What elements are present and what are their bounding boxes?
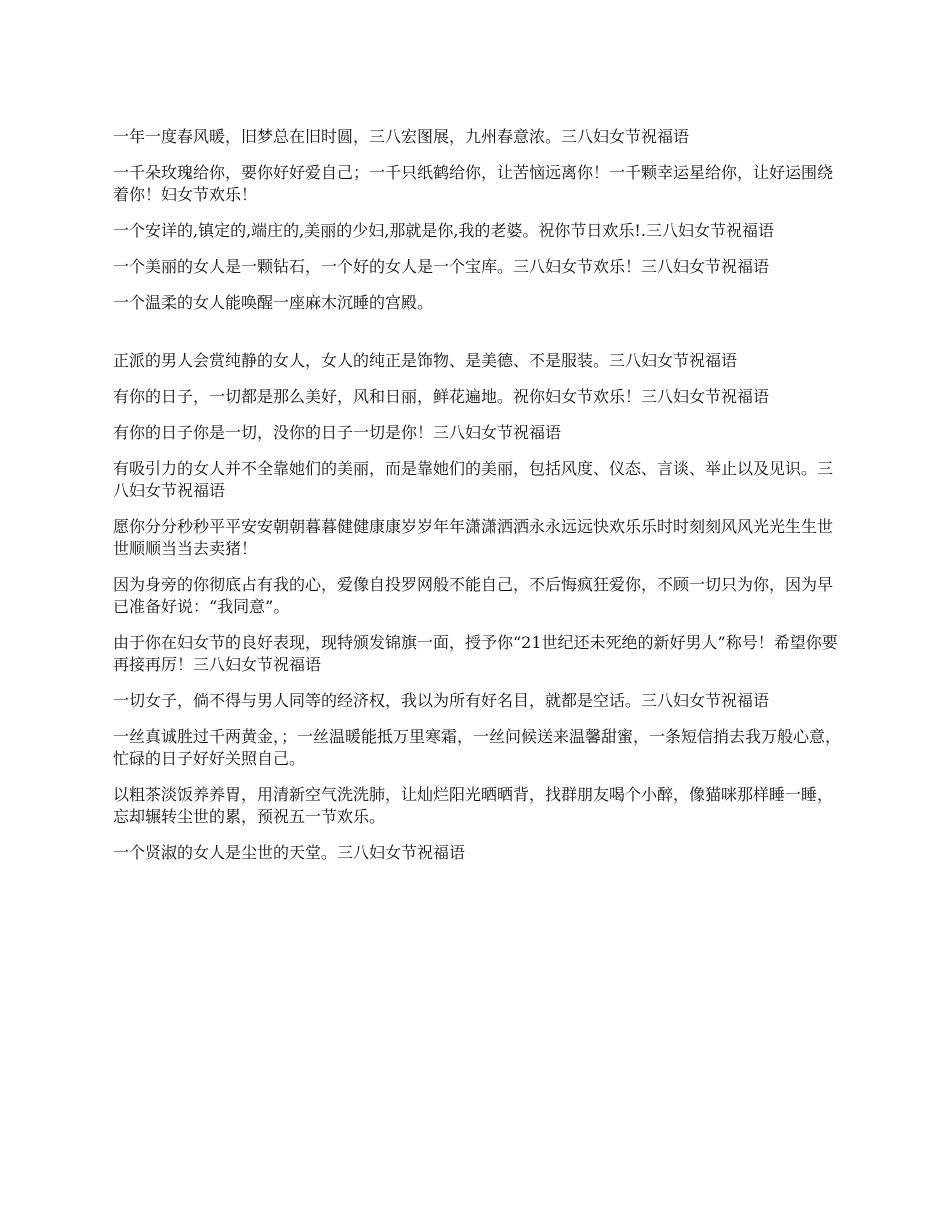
paragraph-3: 一个安详的,镇定的,端庄的,美丽的少妇,那就是你,我的老婆。祝你节日欢乐!.三八妇女节祝福语 xyxy=(113,221,774,240)
paragraph-14: 一丝真诚胜过千两黄金，；一丝温暖能抵万里寒霜，一丝问候送来温馨甜蜜，一条短信捎去我万般心意，忙碌的日子好好关照自己。 xyxy=(113,727,842,768)
paragraph-15: 以粗茶淡饭养养胃，用清新空气洗洗肺，让灿烂阳光晒晒背，找群朋友喝个小醉，像猫咪那样睡一睡，忘却辗转尘世的累，预祝五一节欢乐。 xyxy=(113,785,834,826)
paragraph-1: 一年一度春风暖，旧梦总在旧时圆，三八宏图展，九州春意浓。三八妇女节祝福语 xyxy=(113,127,690,146)
paragraph-12: 由于你在妇女节的良好表现，现特颁发锦旗一面，授予你“21世纪还未死绝的新好男人”称号！希望你要再接再厉！三八妇女节祝福语 xyxy=(113,633,838,674)
paragraph-8: 有你的日子你是一切，没你的日子一切是你！三八妇女节祝福语 xyxy=(113,423,562,442)
paragraph-11: 因为身旁的你彻底占有我的心，爱像自投罗网般不能自己，不后悔疯狂爱你，不顾一切只为你，因为早已准备好说：“我同意”。 xyxy=(113,575,834,616)
document-body xyxy=(113,126,841,878)
paragraph-16: 一个贤淑的女人是尘世的天堂。三八妇女节祝福语 xyxy=(113,843,466,862)
paragraph-10: 愿你分分秒秒平平安安朝朝暮暮健健康康岁岁年年潇潇洒洒永永远远快欢乐乐时时刻刻风风光光生生世世顺顺当当去卖猪！ xyxy=(113,517,834,558)
paragraph-13: 一切女子，倘不得与男人同等的经济权，我以为所有好名目，就都是空话。三八妇女节祝福语 xyxy=(113,691,770,710)
paragraph-7: 有你的日子，一切都是那么美好，风和日丽，鲜花遍地。祝你妇女节欢乐！三八妇女节祝福语 xyxy=(113,387,770,406)
paragraph-6: 正派的男人会赏纯静的女人，女人的纯正是饰物、是美德、不是服装。三八妇女节祝福语 xyxy=(113,351,738,370)
paragraph-4: 一个美丽的女人是一颗钻石，一个好的女人是一个宝库。三八妇女节欢乐！三八妇女节祝福语 xyxy=(113,257,770,276)
paragraph-9: 有吸引力的女人并不全靠她们的美丽，而是靠她们的美丽，包括风度、仪态、言谈、举止以及见识。三八妇女节祝福语 xyxy=(113,459,834,500)
paragraph-2: 一千朵玫瑰给你，要你好好爱自己；一千只纸鹤给你，让苦恼远离你！一千颗幸运星给你，让好运围绕着你！妇女节欢乐！ xyxy=(113,163,834,204)
paragraph-5: 一个温柔的女人能唤醒一座麻木沉睡的宫殿。 xyxy=(113,293,434,312)
